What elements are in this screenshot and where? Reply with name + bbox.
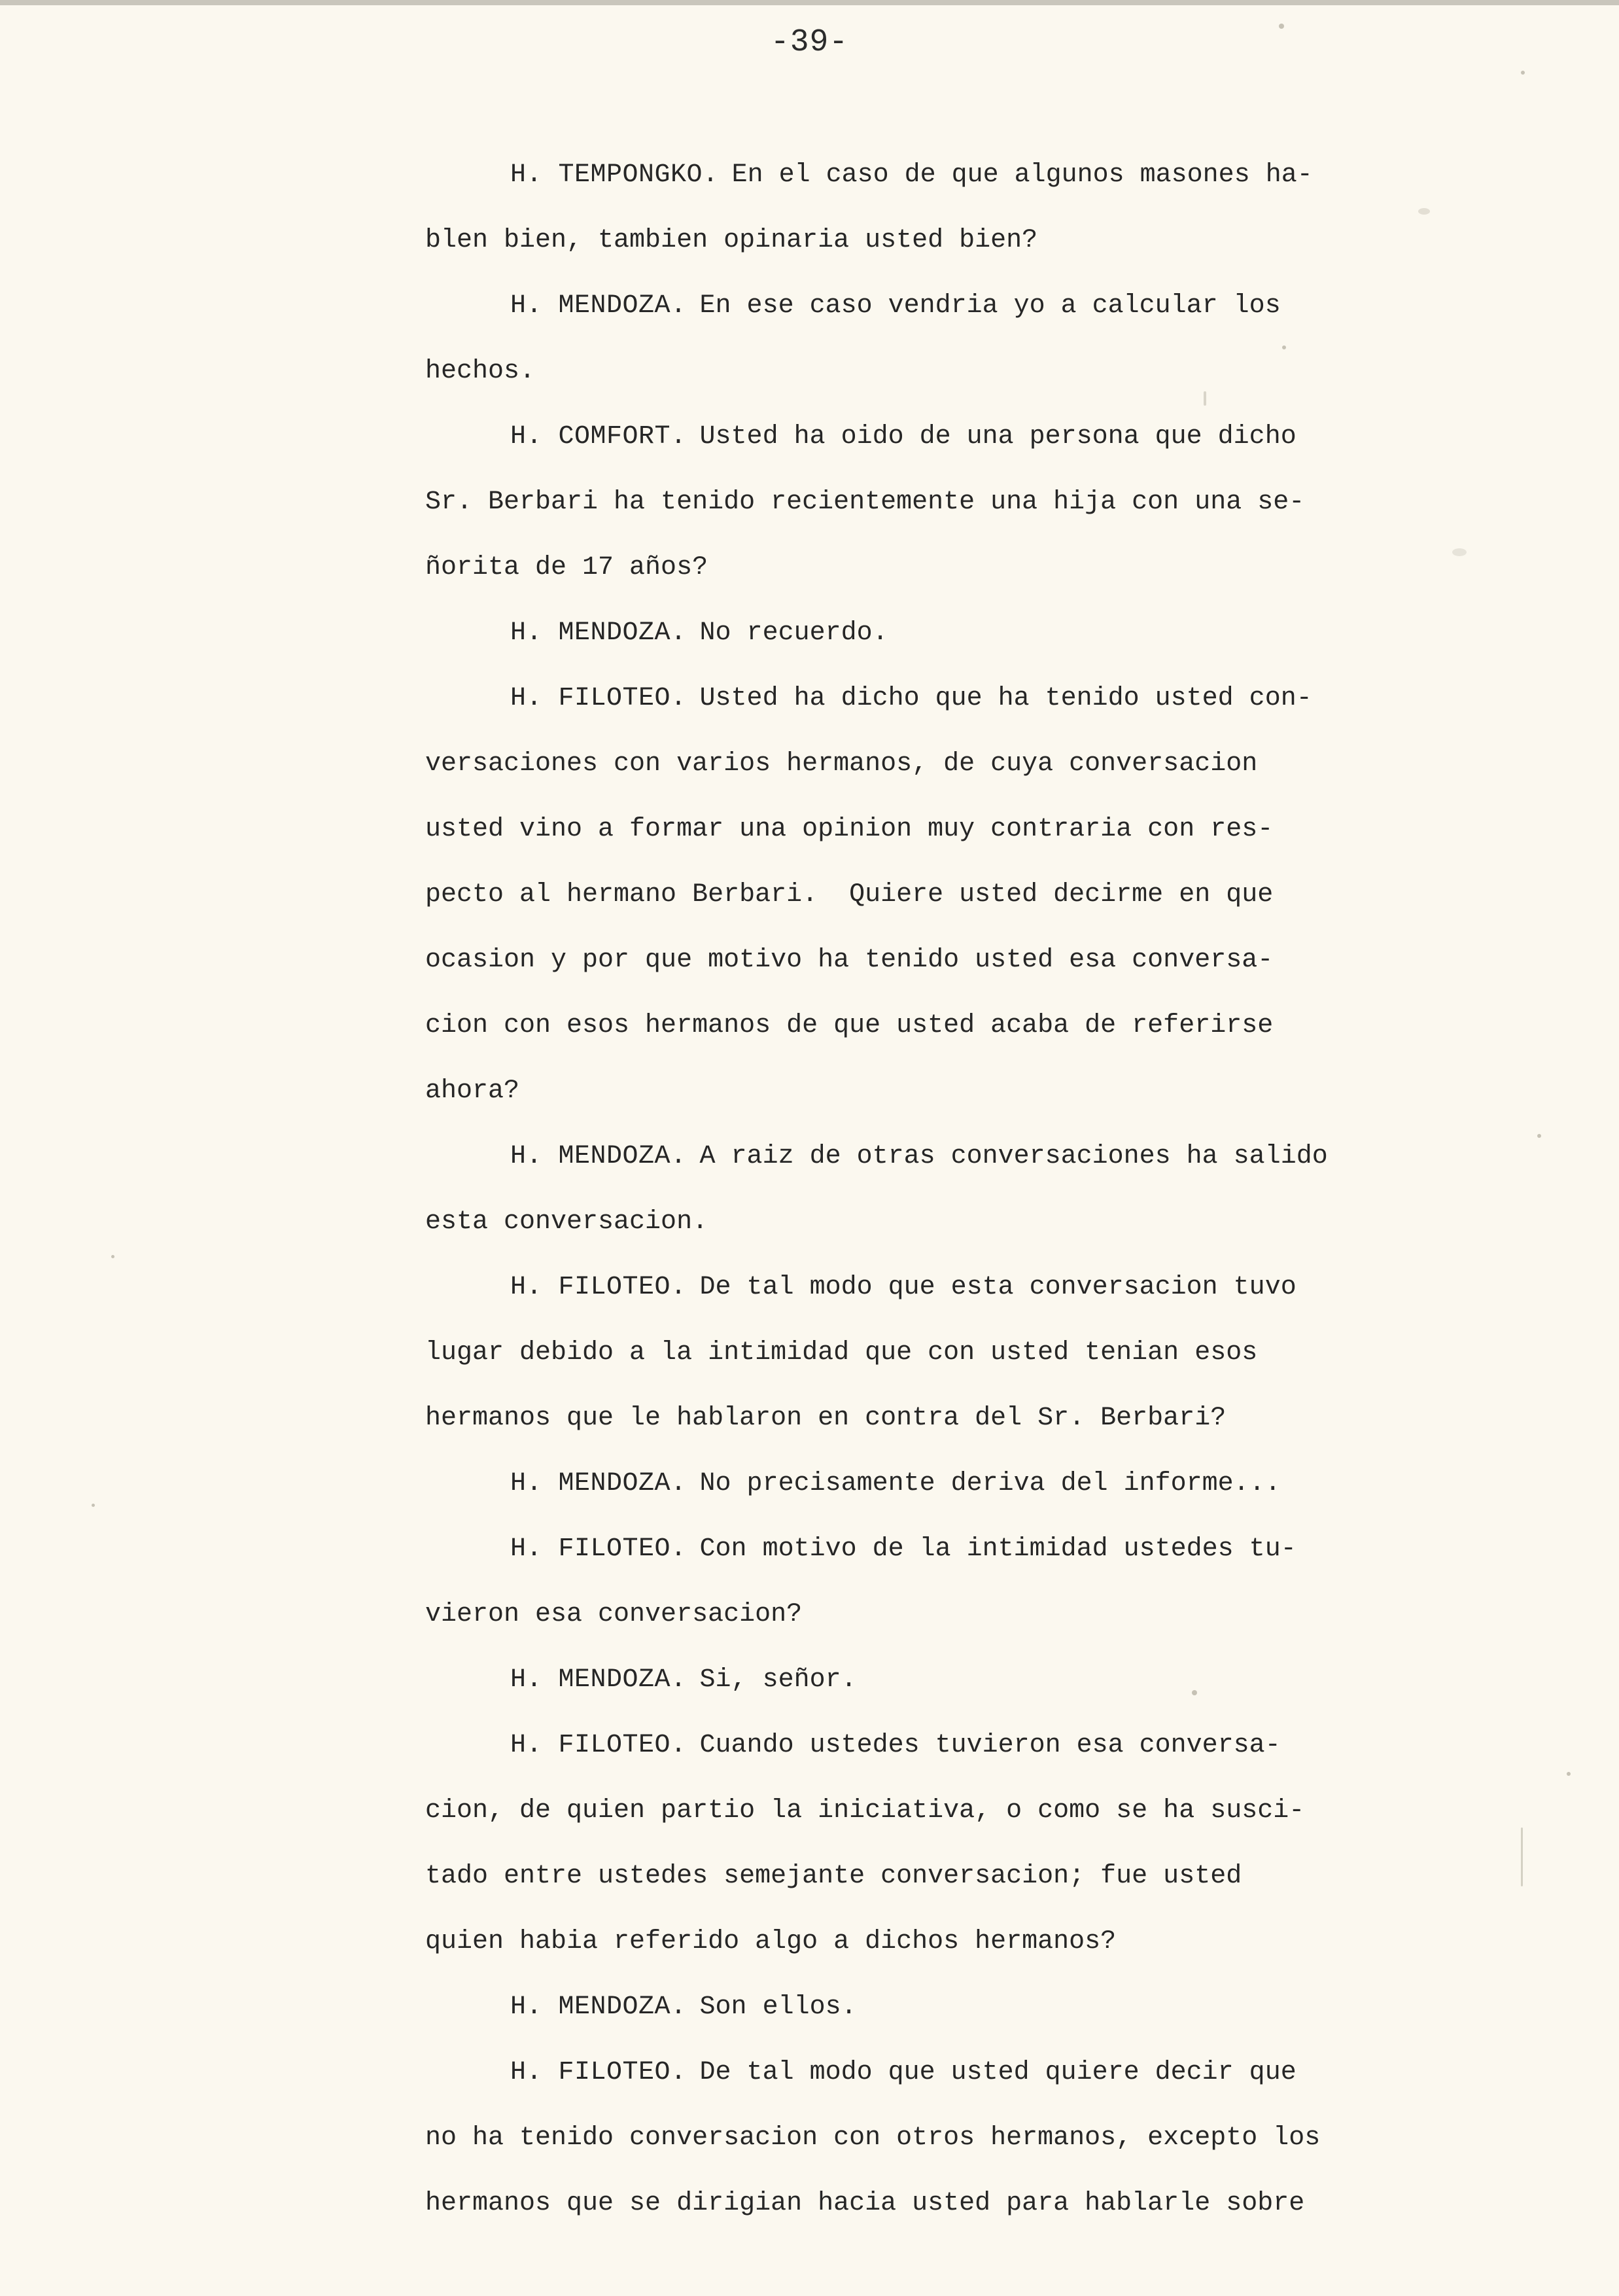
speaker-line: [425, 2040, 1297, 2106]
text-line: [425, 1582, 802, 1648]
text-line: [425, 1059, 519, 1124]
speaker-line: [425, 1255, 1297, 1320]
line-text: ñorita de 17 años?: [425, 553, 708, 582]
speaker-line: [425, 1517, 1297, 1582]
line-text: vieron esa conversacion?: [425, 1600, 803, 1629]
line-text: tado entre ustedes semejante conversacion; fue usted: [425, 1862, 1242, 1891]
line-text: ocasion y por que motivo ha tenido usted esa conversa-: [425, 945, 1274, 975]
paper-speck: [1537, 1134, 1541, 1138]
line-text: Si, señor.: [699, 1665, 857, 1695]
paper-speck: [1521, 71, 1525, 75]
text-line: [425, 993, 1273, 1059]
speaker-name: H. FILOTEO.: [510, 2058, 687, 2087]
line-text: Cuando ustedes tuvieron esa conversa-: [699, 1731, 1281, 1760]
speaker-line: [425, 1124, 1328, 1190]
speaker-name: H. MENDOZA.: [510, 291, 687, 321]
text-line: [425, 862, 1273, 928]
line-text: De tal modo que esta conversacion tuvo: [699, 1273, 1297, 1302]
paper-speck: [1282, 345, 1286, 349]
speaker-line: [425, 1648, 857, 1713]
text-line: [425, 1190, 708, 1255]
speaker-line: [425, 1451, 1281, 1517]
line-text: usted vino a formar una opinion muy contraria con res-: [425, 815, 1274, 844]
paper-speck: [92, 1504, 95, 1507]
line-text: no ha tenido conversacion con otros hermanos, excepto los: [425, 2123, 1321, 2153]
speaker-name: H. FILOTEO.: [510, 1731, 687, 1760]
page-number: -39-: [770, 25, 849, 60]
text-line: [425, 208, 1037, 274]
paper-speck: [1204, 391, 1206, 406]
speaker-line: [425, 1975, 857, 2040]
paper-speck: [1521, 1828, 1523, 1886]
speaker-line: [425, 274, 1281, 339]
text-line: [425, 732, 1257, 797]
speaker-name: H. MENDOZA.: [510, 1992, 687, 2022]
speaker-name: H. FILOTEO.: [510, 1534, 687, 1564]
text-line: [425, 1778, 1304, 1844]
line-text: No recuerdo.: [699, 618, 888, 648]
speaker-line: [425, 601, 888, 666]
speaker-name: H. MENDOZA.: [510, 1469, 687, 1498]
line-text: hechos.: [425, 357, 536, 386]
line-text: hermanos que se dirigian hacia usted para hablarle sobre: [425, 2189, 1305, 2218]
text-line: [425, 1320, 1257, 1386]
speaker-line: [425, 404, 1297, 470]
text-line: [425, 2171, 1304, 2236]
text-line: [425, 339, 535, 404]
speaker-line: [425, 143, 1313, 208]
line-text: Sr. Berbari ha tenido recientemente una hija con una se-: [425, 487, 1305, 517]
line-text: cion con esos hermanos de que usted acaba de referirse: [425, 1011, 1274, 1040]
line-text: esta conversacion.: [425, 1207, 708, 1237]
paper-speck: [1567, 1772, 1571, 1776]
speaker-line: [425, 666, 1312, 732]
speaker-line: [425, 1713, 1281, 1778]
text-line: [425, 797, 1273, 862]
paper-speck: [1452, 548, 1467, 556]
speaker-name: H. FILOTEO.: [510, 1273, 687, 1302]
line-text: cion, de quien partio la iniciativa, o como se ha susci-: [425, 1796, 1305, 1826]
line-text: En el caso de que algunos masones ha-: [731, 160, 1313, 190]
paper-speck: [111, 1255, 114, 1258]
line-text: Usted ha oido de una persona que dicho: [699, 422, 1297, 451]
line-text: Con motivo de la intimidad ustedes tu-: [699, 1534, 1297, 1564]
paper-speck: [1192, 1690, 1197, 1695]
paper-speck: [1279, 24, 1284, 29]
line-text: quien habia referido algo a dichos hermanos?: [425, 1927, 1117, 1956]
line-text: hermanos que le hablaron en contra del Sr. Berbari?: [425, 1404, 1227, 1433]
line-text: En ese caso vendria yo a calcular los: [699, 291, 1281, 321]
line-text: ahora?: [425, 1076, 520, 1106]
text-line: [425, 1844, 1242, 1909]
line-text: De tal modo que usted quiere decir que: [699, 2058, 1297, 2087]
line-text: blen bien, tambien opinaria usted bien?: [425, 226, 1038, 255]
line-text: versaciones con varios hermanos, de cuya conversacion: [425, 749, 1258, 779]
text-line: [425, 928, 1273, 993]
speaker-name: H. FILOTEO.: [510, 684, 687, 713]
speaker-name: H. TEMPONGKO.: [510, 160, 719, 190]
paper-speck: [1418, 208, 1430, 215]
line-text: A raiz de otras conversaciones ha salido: [699, 1142, 1328, 1171]
speaker-name: H. MENDOZA.: [510, 1665, 687, 1695]
text-line: [425, 2106, 1320, 2171]
text-line: [425, 1386, 1226, 1451]
speaker-name: H. MENDOZA.: [510, 618, 687, 648]
text-line: [425, 535, 708, 601]
speaker-name: H. COMFORT.: [510, 422, 687, 451]
line-text: Son ellos.: [699, 1992, 857, 2022]
line-text: No precisamente deriva del informe...: [699, 1469, 1281, 1498]
speaker-name: H. MENDOZA.: [510, 1142, 687, 1171]
text-line: [425, 1909, 1116, 1975]
line-text: pecto al hermano Berbari. Quiere usted decirme en que: [425, 880, 1274, 910]
line-text: Usted ha dicho que ha tenido usted con-: [699, 684, 1312, 713]
line-text: lugar debido a la intimidad que con usted tenian esos: [425, 1338, 1258, 1368]
text-line: [425, 470, 1304, 535]
